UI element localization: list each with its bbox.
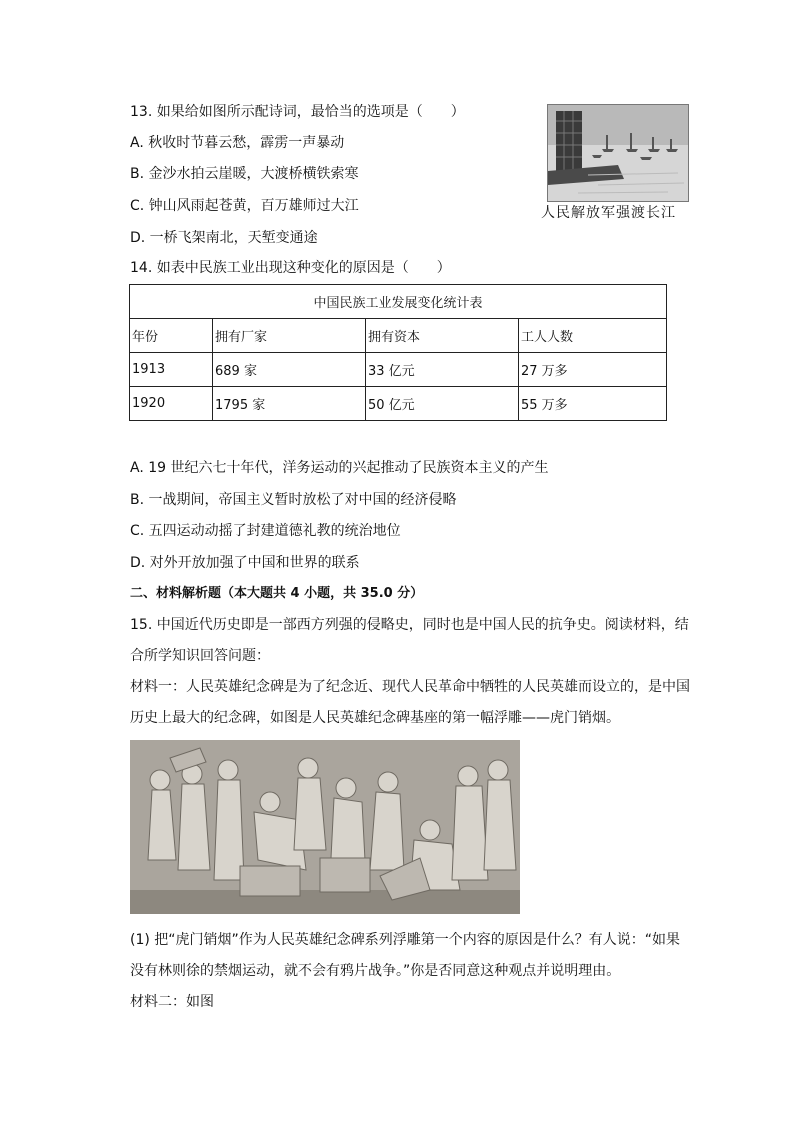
table-cell: 50 亿元 xyxy=(366,387,519,421)
q15-sub1-line1: (1) 把“虎门销烟”作为人民英雄纪念碑系列浮雕第一个内容的原因是什么？有人说：“如果 xyxy=(130,932,681,948)
q14-option-c: C. 五四运动动摇了封建道德礼教的统治地位 xyxy=(130,523,401,539)
material1-line1: 材料一：人民英雄纪念碑是为了纪念近、现代人民革命中牺牲的人民英雄而设立的，是中国 xyxy=(130,679,690,695)
q13-option-b: B. 金沙水拍云崖暖，大渡桥横铁索寒 xyxy=(130,166,359,182)
table-header: 拥有资本 xyxy=(366,319,519,353)
table-cell: 33 亿元 xyxy=(366,353,519,387)
q15-stem-line2: 合所学知识回答问题： xyxy=(130,648,270,664)
table-title-row xyxy=(130,285,667,319)
pla-crossing-yangtze-photo xyxy=(547,104,689,202)
material2-label: 材料二：如图 xyxy=(130,994,214,1010)
q14-stem: 14. 如表中民族工业出现这种变化的原因是（ ） xyxy=(130,260,451,276)
industry-stats-table xyxy=(129,284,667,421)
table-cell: 1913 xyxy=(130,353,213,387)
q13-option-c: C. 钟山风雨起苍黄，百万雄师过大江 xyxy=(130,198,359,214)
material1-line2: 历史上最大的纪念碑，如图是人民英雄纪念碑基座的第一幅浮雕——虎门销烟。 xyxy=(130,710,620,726)
q14-option-b: B. 一战期间，帝国主义暂时放松了对中国的经济侵略 xyxy=(130,492,457,508)
humen-opium-destruction-relief-image xyxy=(130,740,520,914)
section-title: 二、材料解析题（本大题共 4 小题，共 35.0 分） xyxy=(130,586,424,601)
q15-sub1-line2: 没有林则徐的禁烟运动，就不会有鸦片战争。”你是否同意这种观点并说明理由。 xyxy=(130,963,621,979)
photo-caption: 人民解放军强渡长江 xyxy=(541,205,676,221)
table-header: 拥有厂家 xyxy=(213,319,366,353)
q13-option-d: D. 一桥飞架南北，天堑变通途 xyxy=(130,230,318,246)
table-cell: 27 万多 xyxy=(519,353,667,387)
table-cell: 689 家 xyxy=(213,353,366,387)
q15-stem-line1: 15. 中国近代历史即是一部西方列强的侵略史，同时也是中国人民的抗争史。阅读材料，结 xyxy=(130,617,689,633)
q13-stem: 13. 如果给如图所示配诗词，最恰当的选项是（ ） xyxy=(130,104,465,120)
table-cell: 1795 家 xyxy=(213,387,366,421)
table-title: 中国民族工业发展变化统计表 xyxy=(130,285,667,319)
table-header: 年份 xyxy=(130,319,213,353)
table-header: 工人人数 xyxy=(519,319,667,353)
table-row xyxy=(130,353,667,387)
q14-option-d: D. 对外开放加强了中国和世界的联系 xyxy=(130,555,360,571)
table-header-row xyxy=(130,319,667,353)
table-cell: 1920 xyxy=(130,387,213,421)
q14-option-a: A. 19 世纪六七十年代，洋务运动的兴起推动了民族资本主义的产生 xyxy=(130,460,549,476)
table-cell: 55 万多 xyxy=(519,387,667,421)
table-row xyxy=(130,387,667,421)
q13-option-a: A. 秋收时节暮云愁，霹雳一声暴动 xyxy=(130,135,345,151)
